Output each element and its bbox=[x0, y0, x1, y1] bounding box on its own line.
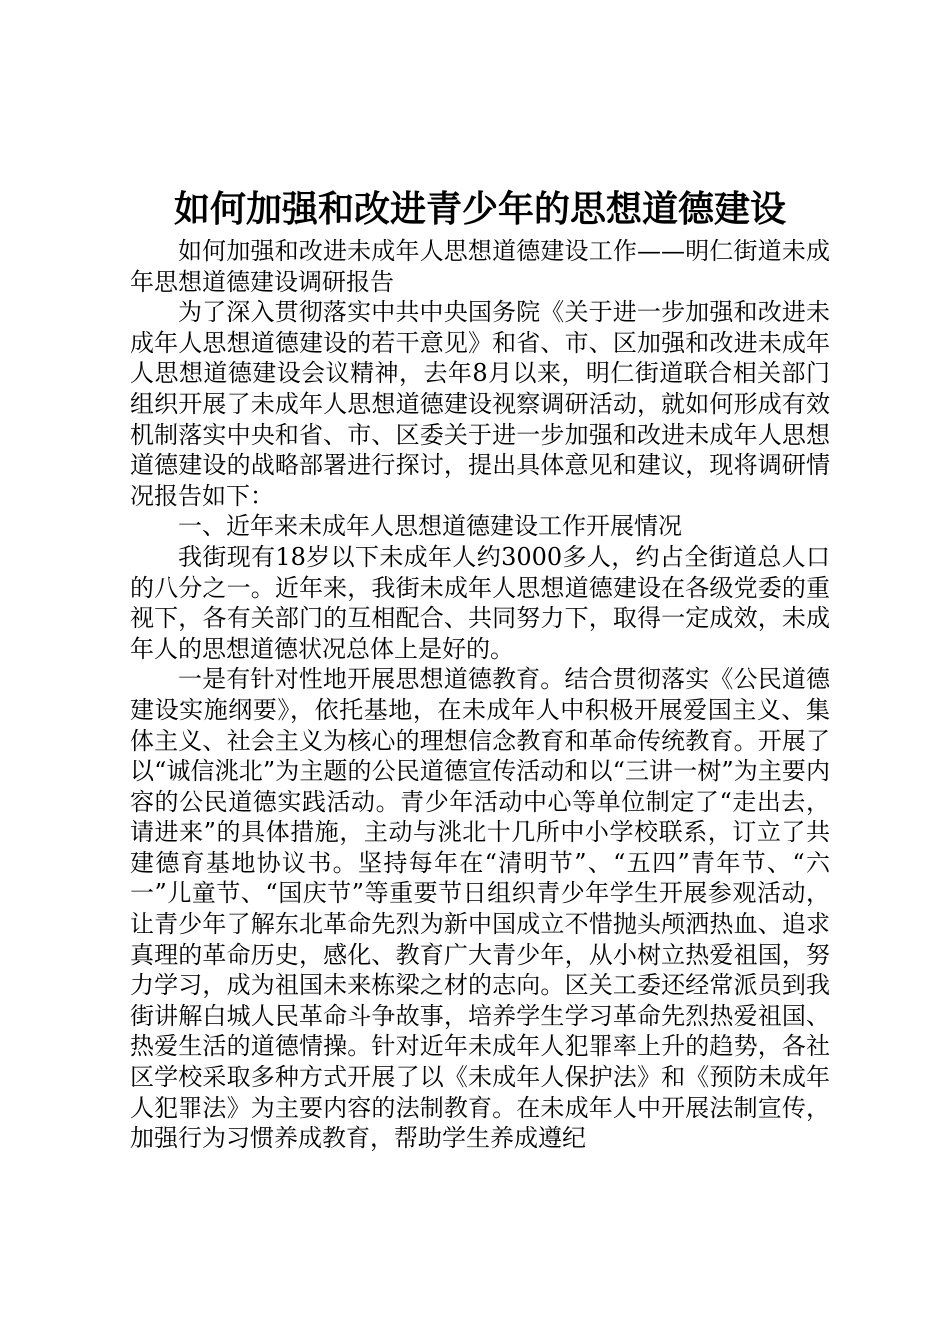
intro-paragraph: 为了深入贯彻落实中共中央国务院《关于进一步加强和改进未成年人思想道德建设的若干意见》和省、市、区加强和改进未成年人思想道德建设会议精神，去年8月以来，明仁街道联合相关部门组织开展了未成年人思想道德建设视察调研活动，就如何形成有效机制落实中央和省、市、区委关于进一步加强和改进未成年人思想道德建设的战略部署进行探讨，提出具体意见和建议，现将调研情况报告如下： bbox=[130, 298, 830, 510]
body-paragraph: 一是有针对性地开展思想道德教育。结合贯彻落实《公民道德建设实施纲要》，依托基地，在未成年人中积极开展爱国主义、集体主义、社会主义为核心的理想信念教育和革命传统教育。开展了以“诚信洮北”为主题的公民道德宣传活动和以“三讲一树”为主要内容的公民道德实践活动。青少年活动中心等单位制定了“走出去，请进来”的具体措施，主动与洮北十几所中小学校联系，订立了共建德育基地协议书。坚持每年在“清明节”、“五四”青年节、“六一”儿童节、“国庆节”等重要节日组织青少年学生开展参观活动，让青少年了解东北革命先烈为新中国成立不惜抛头颅洒热血、追求真理的革命历史，感化、教育广大青少年，从小树立热爱祖国，努力学习，成为祖国未来栋梁之材的志向。区关工委还经常派员到我街讲解白城人民革命斗争故事，培养学生学习革命先烈热爱祖国、热爱生活的道德情操。针对近年未成年人犯罪率上升的趋势，各社区学校采取多种方式开展了以《未成年人保护法》和《预防未成年人犯罪法》为主要内容的法制教育。在未成年人中开展法制宣传，加强行为习惯养成教育，帮助学生养成遵纪 bbox=[130, 665, 830, 1153]
document-title: 如何加强和改进青少年的思想道德建设 bbox=[173, 188, 786, 230]
subtitle-paragraph: 如何加强和改进未成年人思想道德建设工作——明仁街道未成年思想道德建设调研报告 bbox=[130, 237, 830, 296]
document-body bbox=[130, 236, 830, 1154]
overview-paragraph: 我街现有18岁以下未成年人约3000多人，约占全街道总人口的八分之一。近年来，我街未成年人思想道德建设在各级党委的重视下，各有关部门的互相配合、共同努力下，取得一定成效，未成年人的思想道德状况总体上是好的。 bbox=[130, 542, 830, 663]
section-heading: 一、近年来未成年人思想道德建设工作开展情况 bbox=[178, 512, 682, 541]
